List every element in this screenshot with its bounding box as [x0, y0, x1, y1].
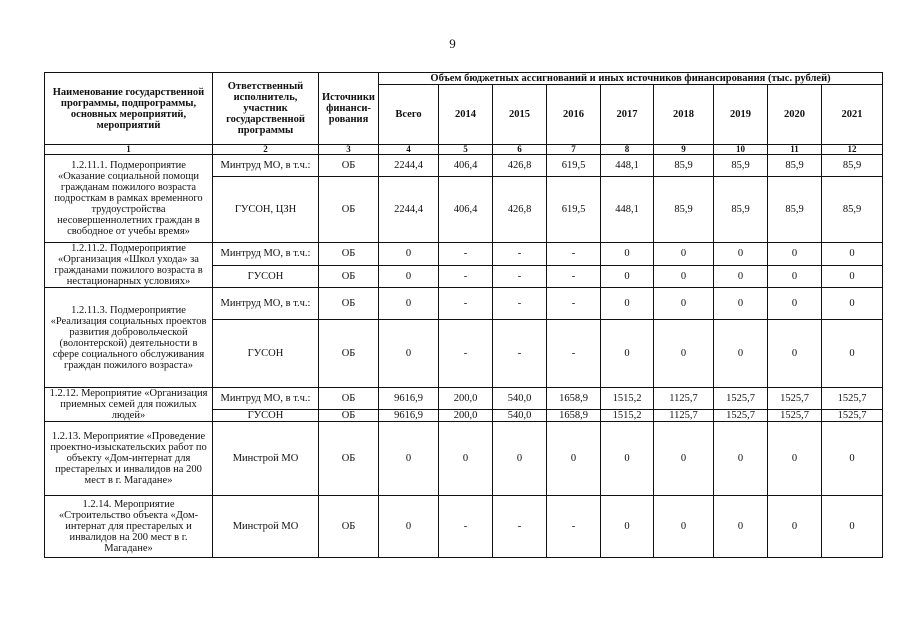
- column-number: 12: [822, 145, 883, 155]
- column-number: 8: [601, 145, 654, 155]
- header-source: Источники финанси-рования: [319, 73, 379, 145]
- year-value-cell: 1515,2: [601, 388, 654, 410]
- responsible-cell: ГУСОН: [213, 265, 319, 288]
- table-row: [45, 243, 883, 266]
- year-value-cell: 540,0: [493, 388, 547, 410]
- year-value-cell: -: [493, 265, 547, 288]
- table-body: [45, 155, 883, 558]
- year-value-cell: 619,5: [547, 155, 601, 177]
- year-value-cell: 85,9: [654, 177, 714, 243]
- year-value-cell: 0: [768, 422, 822, 496]
- responsible-cell: Минтруд МО, в т.ч.:: [213, 243, 319, 266]
- source-cell: ОБ: [319, 320, 379, 388]
- year-value-cell: -: [439, 243, 493, 266]
- year-value-cell: 540,0: [493, 410, 547, 422]
- year-value-cell: 0: [601, 288, 654, 320]
- header-year: 2018: [654, 85, 714, 145]
- responsible-cell: Минтруд МО, в т.ч.:: [213, 388, 319, 410]
- year-value-cell: 1658,9: [547, 388, 601, 410]
- responsible-cell: ГУСОН, ЦЗН: [213, 177, 319, 243]
- header-volume: Объем бюджетных ассигнований и иных источников финансирования (тыс. рублей): [379, 73, 883, 85]
- year-value-cell: 200,0: [439, 388, 493, 410]
- year-value-cell: 0: [601, 265, 654, 288]
- year-value-cell: -: [439, 265, 493, 288]
- year-value-cell: 85,9: [654, 155, 714, 177]
- total-cell: 0: [379, 422, 439, 496]
- year-value-cell: 0: [714, 265, 768, 288]
- column-number: 11: [768, 145, 822, 155]
- year-value-cell: -: [547, 288, 601, 320]
- year-value-cell: 0: [601, 320, 654, 388]
- year-value-cell: 0: [601, 243, 654, 266]
- year-value-cell: 0: [654, 243, 714, 266]
- column-number: 10: [714, 145, 768, 155]
- source-cell: ОБ: [319, 496, 379, 558]
- year-value-cell: 1125,7: [654, 388, 714, 410]
- year-value-cell: 0: [768, 496, 822, 558]
- year-value-cell: 0: [714, 288, 768, 320]
- year-value-cell: -: [439, 320, 493, 388]
- year-value-cell: 448,1: [601, 177, 654, 243]
- source-cell: ОБ: [319, 155, 379, 177]
- year-value-cell: 0: [768, 288, 822, 320]
- year-value-cell: 0: [768, 243, 822, 266]
- year-value-cell: 448,1: [601, 155, 654, 177]
- responsible-cell: ГУСОН: [213, 410, 319, 422]
- source-cell: ОБ: [319, 388, 379, 410]
- year-value-cell: 1125,7: [654, 410, 714, 422]
- year-value-cell: 0: [714, 422, 768, 496]
- activity-name-cell: 1.2.11.3. Подмероприятие «Реализация социальных проектов развития добровольческой (волонтерской) деятельности в сфере социального обслуживания граждан пожилого возраста»: [45, 288, 213, 388]
- year-value-cell: -: [547, 243, 601, 266]
- activity-name-cell: 1.2.12. Мероприятие «Организация приемных семей для пожилых людей»: [45, 388, 213, 422]
- year-value-cell: 0: [822, 265, 883, 288]
- table-row: [45, 288, 883, 320]
- total-cell: 2244,4: [379, 155, 439, 177]
- year-value-cell: 85,9: [768, 177, 822, 243]
- table-row: [45, 155, 883, 177]
- total-cell: 0: [379, 496, 439, 558]
- year-value-cell: 0: [714, 320, 768, 388]
- year-value-cell: 0: [601, 496, 654, 558]
- year-value-cell: 1515,2: [601, 410, 654, 422]
- responsible-cell: Минстрой МО: [213, 422, 319, 496]
- column-number: 6: [493, 145, 547, 155]
- year-value-cell: 406,4: [439, 177, 493, 243]
- year-value-cell: 0: [822, 288, 883, 320]
- activity-name-cell: 1.2.13. Мероприятие «Проведение проектно-изыскательских работ по объекту «Дом-интернат для престарелых и инвалидов на 200 мест в г. Магадане»: [45, 422, 213, 496]
- header-year: 2020: [768, 85, 822, 145]
- activity-name-cell: 1.2.14. Мероприятие «Строительство объекта «Дом-интернат для престарелых и инвалидов на 200 мест в г. Магадане»: [45, 496, 213, 558]
- year-value-cell: 0: [768, 265, 822, 288]
- column-number: 5: [439, 145, 493, 155]
- year-value-cell: -: [439, 496, 493, 558]
- year-value-cell: 426,8: [493, 177, 547, 243]
- activity-name-cell: 1.2.11.1. Подмероприятие «Оказание социальной помощи гражданам пожилого возраста подросткам в рамках временного трудоустройства несовершеннолетних граждан в свободное от учебы время»: [45, 155, 213, 243]
- responsible-cell: ГУСОН: [213, 320, 319, 388]
- column-number: 2: [213, 145, 319, 155]
- year-value-cell: 0: [493, 422, 547, 496]
- total-cell: 0: [379, 243, 439, 266]
- page-number: 9: [449, 36, 456, 51]
- column-number: 3: [319, 145, 379, 155]
- responsible-cell: Минтруд МО, в т.ч.:: [213, 155, 319, 177]
- column-number: 1: [45, 145, 213, 155]
- year-value-cell: 85,9: [822, 177, 883, 243]
- table-row: [45, 422, 883, 496]
- year-value-cell: 0: [768, 320, 822, 388]
- year-value-cell: 0: [654, 320, 714, 388]
- total-cell: 9616,9: [379, 388, 439, 410]
- year-value-cell: 1525,7: [768, 410, 822, 422]
- year-value-cell: -: [493, 243, 547, 266]
- header-year: 2015: [493, 85, 547, 145]
- year-value-cell: 0: [439, 422, 493, 496]
- year-value-cell: 1525,7: [822, 410, 883, 422]
- year-value-cell: -: [547, 496, 601, 558]
- source-cell: ОБ: [319, 410, 379, 422]
- total-cell: 2244,4: [379, 177, 439, 243]
- year-value-cell: 0: [601, 422, 654, 496]
- year-value-cell: -: [439, 288, 493, 320]
- year-value-cell: 426,8: [493, 155, 547, 177]
- year-value-cell: -: [493, 496, 547, 558]
- year-value-cell: 0: [654, 265, 714, 288]
- year-value-cell: -: [493, 288, 547, 320]
- year-value-cell: 619,5: [547, 177, 601, 243]
- source-cell: ОБ: [319, 422, 379, 496]
- year-value-cell: 0: [822, 320, 883, 388]
- financing-table: [44, 72, 883, 558]
- column-number: 4: [379, 145, 439, 155]
- year-value-cell: 0: [654, 496, 714, 558]
- year-value-cell: -: [493, 320, 547, 388]
- year-value-cell: 1525,7: [822, 388, 883, 410]
- source-cell: ОБ: [319, 243, 379, 266]
- source-cell: ОБ: [319, 177, 379, 243]
- column-number: 7: [547, 145, 601, 155]
- total-cell: 0: [379, 288, 439, 320]
- table-row: [45, 496, 883, 558]
- year-value-cell: 0: [654, 422, 714, 496]
- total-cell: 0: [379, 320, 439, 388]
- responsible-cell: Минтруд МО, в т.ч.:: [213, 288, 319, 320]
- year-value-cell: 85,9: [714, 155, 768, 177]
- header-year: 2021: [822, 85, 883, 145]
- source-cell: ОБ: [319, 288, 379, 320]
- year-value-cell: 1525,7: [768, 388, 822, 410]
- year-value-cell: 1525,7: [714, 388, 768, 410]
- year-value-cell: 0: [822, 243, 883, 266]
- source-cell: ОБ: [319, 265, 379, 288]
- header-year: 2019: [714, 85, 768, 145]
- header-year: 2017: [601, 85, 654, 145]
- responsible-cell: Минстрой МО: [213, 496, 319, 558]
- year-value-cell: 406,4: [439, 155, 493, 177]
- table-row: [45, 388, 883, 410]
- year-value-cell: 0: [654, 288, 714, 320]
- year-value-cell: -: [547, 265, 601, 288]
- year-value-cell: 0: [714, 496, 768, 558]
- year-value-cell: -: [547, 320, 601, 388]
- year-value-cell: 0: [714, 243, 768, 266]
- year-value-cell: 85,9: [768, 155, 822, 177]
- year-value-cell: 85,9: [822, 155, 883, 177]
- year-value-cell: 200,0: [439, 410, 493, 422]
- total-cell: 9616,9: [379, 410, 439, 422]
- year-value-cell: 1658,9: [547, 410, 601, 422]
- total-cell: 0: [379, 265, 439, 288]
- year-value-cell: 1525,7: [714, 410, 768, 422]
- activity-name-cell: 1.2.11.2. Подмероприятие «Организация «Школ ухода» за гражданами пожилого возраста в нестационарных условиях»: [45, 243, 213, 288]
- year-value-cell: 0: [547, 422, 601, 496]
- header-name: Наименование государственной программы, подпрограммы, основных мероприятий, мероприятий: [45, 73, 213, 145]
- header-year: 2014: [439, 85, 493, 145]
- header-year: 2016: [547, 85, 601, 145]
- year-value-cell: 85,9: [714, 177, 768, 243]
- year-value-cell: 0: [822, 422, 883, 496]
- header-total: Всего: [379, 85, 439, 145]
- column-number: 9: [654, 145, 714, 155]
- year-value-cell: 0: [822, 496, 883, 558]
- header-responsible: Ответственный исполнитель, участник государственной программы: [213, 73, 319, 145]
